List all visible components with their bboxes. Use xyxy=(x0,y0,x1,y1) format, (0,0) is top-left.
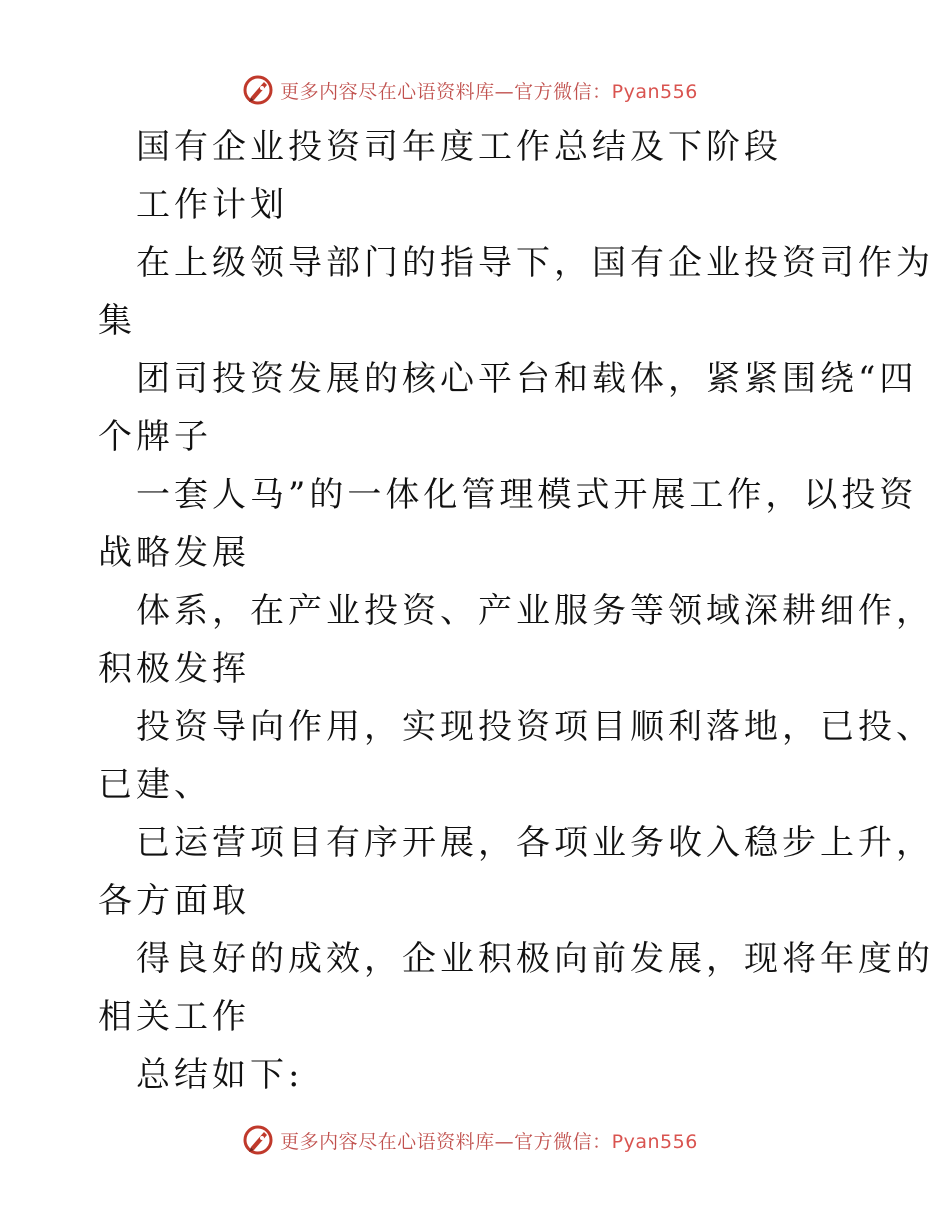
document-line: 已运营项目有序开展，各项业务收入稳步上升， xyxy=(136,823,934,863)
document-line: 投资导向作用，实现投资项目顺利落地，已投、 xyxy=(136,707,934,747)
document-line: 战略发展 xyxy=(98,533,250,573)
pen-logo-icon xyxy=(242,74,274,106)
document-line: 体系，在产业投资、产业服务等领域深耕细作， xyxy=(136,591,934,631)
document-line: 在上级领导部门的指导下，国有企业投资司作为 xyxy=(136,243,934,283)
header-banner-account: Pyan556 xyxy=(611,80,698,103)
document-line: 一套人马”的一体化管理模式开展工作，以投资 xyxy=(136,475,918,515)
document-line: 总结如下: xyxy=(136,1055,304,1095)
header-banner xyxy=(0,70,950,110)
document-line: 相关工作 xyxy=(98,997,250,1037)
document-line: 个牌子 xyxy=(98,417,212,457)
document-line: 得良好的成效，企业积极向前发展，现将年度的 xyxy=(136,939,934,979)
pen-logo-icon xyxy=(242,1124,274,1156)
header-banner-text: 更多内容尽在心语资料库—官方微信：Pyan556 xyxy=(280,80,698,103)
document-line: 工作计划 xyxy=(136,185,288,225)
document-line: 已建、 xyxy=(98,765,212,805)
document-line: 国有企业投资司年度工作总结及下阶段 xyxy=(136,127,782,167)
document-line: 各方面取 xyxy=(98,881,250,921)
document-body xyxy=(98,118,934,1104)
document-line: 团司投资发展的核心平台和载体，紧紧围绕“四 xyxy=(136,359,918,399)
footer-banner-content xyxy=(242,1124,698,1156)
footer-banner-account: Pyan556 xyxy=(611,1130,698,1153)
footer-banner-text: 更多内容尽在心语资料库—官方微信：Pyan556 xyxy=(280,1130,698,1153)
document-line: 集 xyxy=(98,301,136,341)
footer-banner xyxy=(0,1120,950,1160)
header-banner-content xyxy=(242,74,698,106)
document-line: 积极发挥 xyxy=(98,649,250,689)
